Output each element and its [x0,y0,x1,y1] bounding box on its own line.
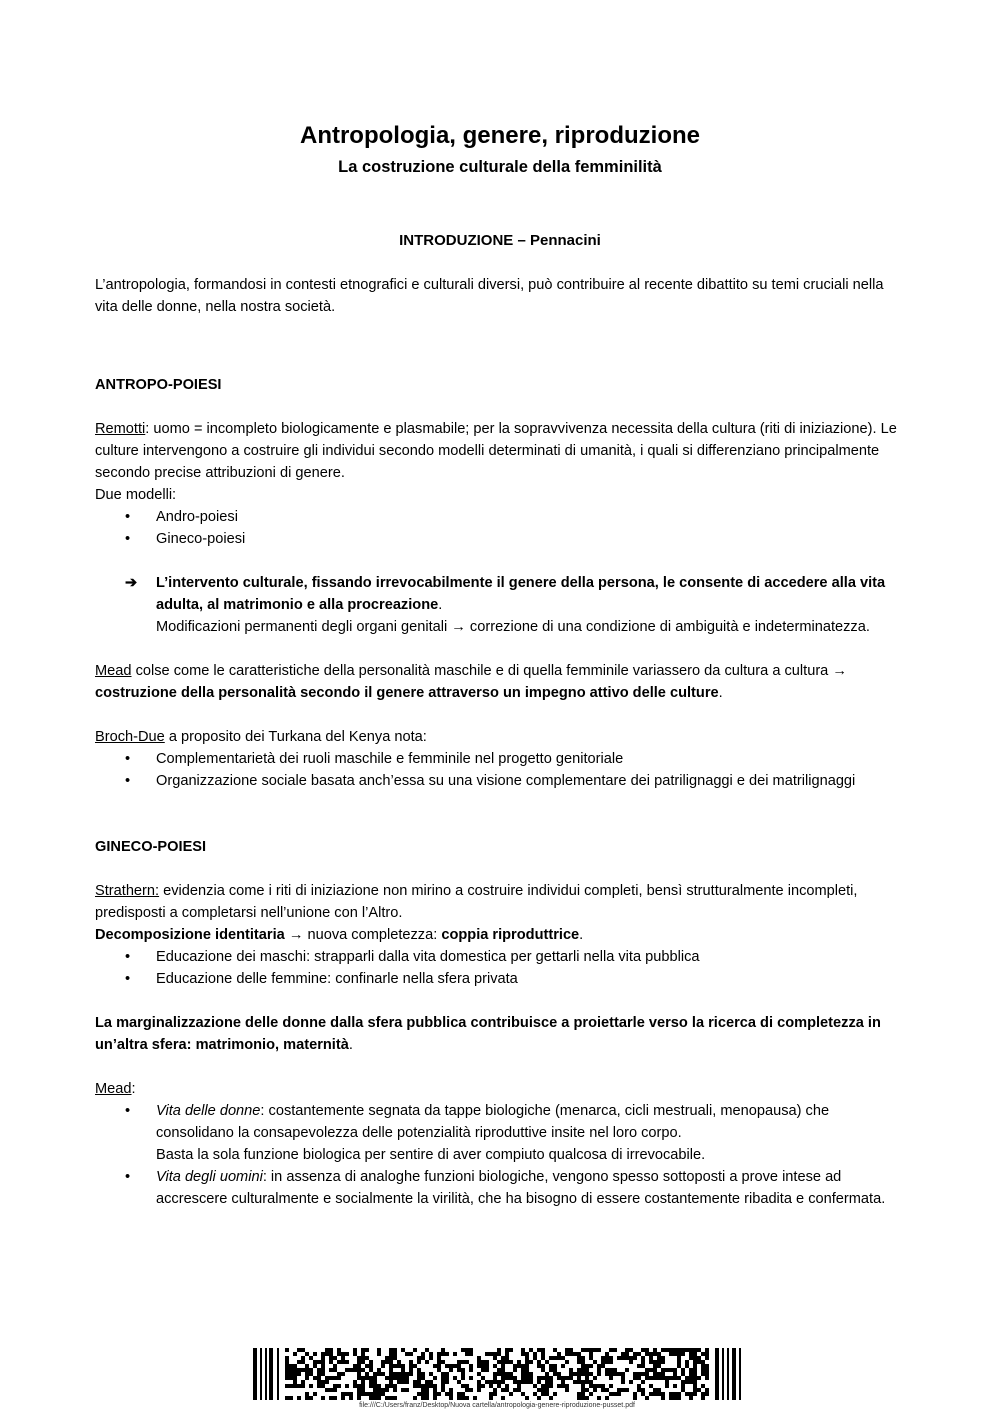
arrow-subtext: Modificazioni permanenti degli organi genitali → correzione di una condizione di ambiguità e indeterminatezza. [156,619,870,635]
bullet-icon: • [125,773,131,789]
file-path-footer: file:///C:/Users/franz/Desktop/Nuova cartella/antropologia-genere-riproduzione-pusset.pdf [359,1402,635,1409]
author-broch-due: Broch-Due [95,729,165,745]
bullet-icon: • [125,1103,131,1119]
bullet-icon: • [125,949,131,965]
marginalizzazione-paragraph: La marginalizzazione delle donne dalla sfera pubblica contribuisce a proiettarle verso la ricerca di completezza in un’altra sfera: matrimonio, maternità. [95,1015,881,1053]
arrow-bold-text: L’intervento culturale, fissando irrevocabilmente il genere della persona, le consente di accedere alla vita adulta, al matrimonio e alla procreazione [156,575,886,613]
due-modelli-label: Due modelli: [95,487,177,503]
education-list [95,946,905,990]
list-item: • Gineco-poiesi [95,528,905,550]
mead-label: Mead: [95,1081,136,1097]
bullet-icon: • [125,1169,131,1185]
bullet-icon: • [125,509,131,525]
models-list [95,506,905,550]
document-body [95,230,905,1210]
broch-paragraph: Broch-Due a proposito dei Turkana del Kenya nota: [95,729,427,745]
arrow-right-icon: ➔ [125,575,138,591]
list-item: • Vita degli uomini: in assenza di analoghe funzioni biologiche, vengono spesso sottoposti a prove intese ad accrescere culturalmente e socialmente la virilità, che ha bisogno di essere costantemente ribadita e confermata. [95,1166,905,1210]
list-item: • Complementarietà dei ruoli maschile e femminile nel progetto genitoriale [95,748,905,770]
section-heading-antropo: ANTROPO-POIESI [95,377,222,393]
author-mead: Mead [95,663,132,679]
bullet-icon: • [125,971,131,987]
mead-list [95,1100,905,1210]
decomposizione-line: Decomposizione identitaria → nuova completezza: coppia riproduttrice. [95,927,584,943]
intro-heading: INTRODUZIONE – Pennacini [399,232,601,249]
list-item: • Educazione delle femmine: confinarle nella sfera privata [95,968,905,990]
list-item: • Vita delle donne: costantemente segnata da tappe biologiche (menarca, cicli mestruali, menopausa) che consolidano la consapevolezza delle potenzialità riproduttive insite nel loro corpo. Basta la sola funzione biologica per sentire di aver compiuto qualcosa di irrevocabile. [95,1100,905,1166]
list-item: • Educazione dei maschi: strapparli dalla vita domestica per gettarli nella vita pubblica [95,946,905,968]
broch-list [95,748,905,792]
document-subtitle: La costruzione culturale della femminilità [338,158,662,176]
remotti-text: : uomo = incompleto biologicamente e plasmabile; per la sopravvivenza necessita della cultura (riti di iniziazione). Le culture intervengono a costruire gli individui secondo modelli determinati di umanità, i quali si differenziano principalmente secondo precise attribuzioni di genere. [95,421,897,481]
strathern-paragraph: Strathern: evidenzia come i riti di iniziazione non mirino a costruire individui completi, bensì strutturalmente incompleti, predisposti a completarsi nell’unione con l’Altro. [95,883,858,921]
barcode-image [253,1348,741,1400]
arrow-point: ➔ L’intervento culturale, fissando irrevocabilmente il genere della persona, le consente di accedere alla vita adulta, al matrimonio e alla procreazione. Modificazioni permanenti degli organi genitali → correzione di una condizione di ambiguità e indeterminatezza. [95,572,905,638]
author-remotti: Remotti [95,421,146,437]
bullet-icon: • [125,751,131,767]
list-item: • Organizzazione sociale basata anch’essa su una visione complementare dei patrilignaggi e dei matrilignaggi [95,770,905,792]
intro-paragraph: L’antropologia, formandosi in contesti etnografici e culturali diversi, può contribuire al recente dibattito su temi cruciali nella vita delle donne, nella nostra società. [95,277,884,315]
bullet-icon: • [125,531,131,547]
author-strathern: Strathern: [95,883,160,899]
document-title: Antropologia, genere, riproduzione [299,122,700,149]
mead-paragraph: Mead colse come le caratteristiche della personalità maschile e di quella femminile variassero da cultura a cultura → costruzione della personalità secondo il genere attraverso un impegno attivo delle culture. [95,663,847,701]
author-mead-2: Mead [95,1081,132,1097]
remotti-paragraph [95,418,905,484]
section-heading-gineco: GINECO-POIESI [95,839,207,855]
list-item: • Andro-poiesi [95,506,905,528]
